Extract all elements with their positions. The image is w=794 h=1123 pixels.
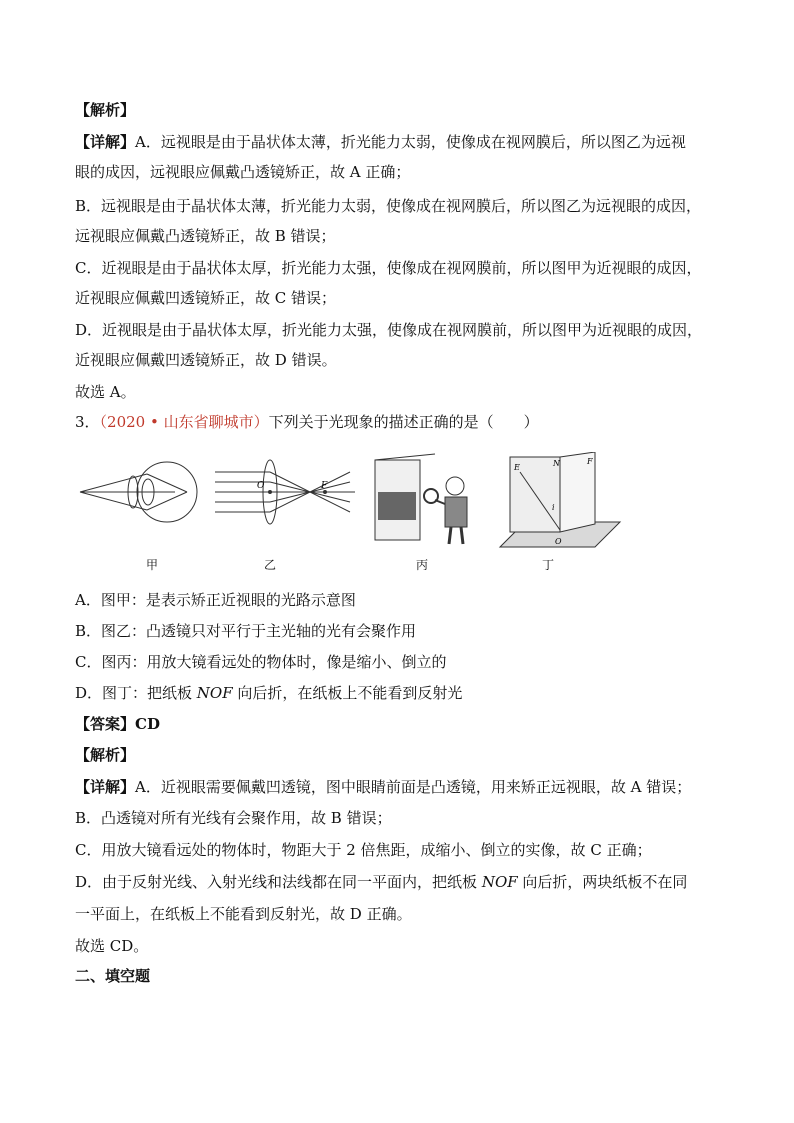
choice-line: 故选 CD。 (75, 937, 149, 955)
ray (147, 474, 187, 492)
option-c: C．图丙：用放大镜看远处的物体时，像是缩小、倒立的 (75, 653, 447, 671)
option-a: A．图甲：是表示矫正近视眼的光路示意图 (75, 591, 356, 609)
choice-line: 故选 A。 (75, 383, 136, 401)
boy-leg (449, 527, 451, 544)
question-source: （2020 • 山东省聊城市） (99, 413, 269, 431)
boy-head (446, 477, 464, 495)
eye-diagram (80, 462, 197, 522)
option-b-line: 远视眼应佩戴凸透镜矫正，故 B 错误； (75, 227, 336, 245)
boy-leg (461, 527, 463, 544)
figure-label-ding: 丁 (542, 558, 555, 572)
option-c-line: 近视眼应佩戴凹透镜矫正，故 C 错误； (75, 289, 337, 307)
point-f2-label: F (587, 457, 593, 466)
detail-line: 【详解】A．远视眼是由于晶状体太薄，折光能力太弱，使像成在视网膜后，所以图乙为远视 (75, 133, 686, 151)
detail-line: 一平面上，在纸板上不能看到反射光，故 D 正确。 (75, 905, 412, 923)
point-f-label: F (321, 481, 328, 491)
optical-center-point (269, 491, 272, 494)
boy-arm (435, 500, 445, 504)
optics-figure-drawing (75, 452, 635, 552)
figure-label-bing: 丙 (416, 558, 429, 572)
option-b-line: B．远视眼是由于晶状体太薄，折光能力太弱，使像成在视网膜后，所以图乙为远视眼的成因， (75, 197, 702, 215)
detail-label: 【详解】 (75, 778, 136, 796)
analysis-label: 【解析】 (75, 746, 136, 764)
question-stem: 下列关于光现象的描述正确的是（ ） (268, 413, 539, 431)
option-c-line: C．近视眼是由于晶状体太厚，折光能力太强，使像成在视网膜前，所以图甲为近视眼的成因， (75, 259, 702, 277)
point-o-label: O (257, 481, 265, 491)
convex-lens-diagram (215, 460, 355, 524)
point-i-label: i (552, 503, 555, 512)
ray (147, 492, 187, 510)
detail-line: D．由于反射光线、入射光线和法线都在同一平面内，把纸板 NOF 向后折，两块纸板不在同 (75, 873, 688, 891)
option-d: D．图丁：把纸板 NOF 向后折，在纸板上不能看到反射光 (75, 684, 463, 702)
roof-line (375, 454, 435, 460)
option-b: B．图乙：凸透镜只对平行于主光轴的光有会聚作用 (75, 622, 417, 640)
point-n-label: N (553, 459, 560, 468)
boy-body (445, 497, 467, 527)
question-3 (75, 412, 539, 432)
detail-line: 眼的成因，远视眼应佩戴凸透镜矫正，故 A 正确； (75, 163, 411, 181)
figure-label-jia: 甲 (146, 558, 159, 572)
detail-label: 【详解】 (75, 133, 136, 151)
detail-line: C．用放大镜看远处的物体时，物距大于 2 倍焦距，成缩小、倒立的实像，故 C 正确； (75, 841, 652, 859)
magnifier-scene (375, 454, 467, 544)
point-e-label: E (514, 463, 520, 472)
detail-line: B．凸透镜对所有光线有会聚作用，故 B 错误； (75, 809, 392, 827)
option-d-line: 近视眼应佩戴凹透镜矫正，故 D 错误。 (75, 351, 337, 369)
section-heading: 二、填空题 (75, 967, 151, 985)
answer-line: 【答案】CD (75, 715, 160, 733)
plant-view (378, 492, 416, 520)
option-d-line: D．近视眼是由于晶状体太厚，折光能力太强，使像成在视网膜前，所以图甲为近视眼的成因， (75, 321, 703, 339)
detail-line: 【详解】A．近视眼需要佩戴凹透镜，图中眼睛前面是凸透镜，用来矫正远视眼，故 A 错误； (75, 778, 692, 796)
figure-label-yi: 乙 (264, 558, 277, 572)
question-number: 3． (75, 413, 100, 431)
analysis-label: 【解析】 (75, 101, 136, 119)
point-o2-label: O (555, 537, 562, 546)
